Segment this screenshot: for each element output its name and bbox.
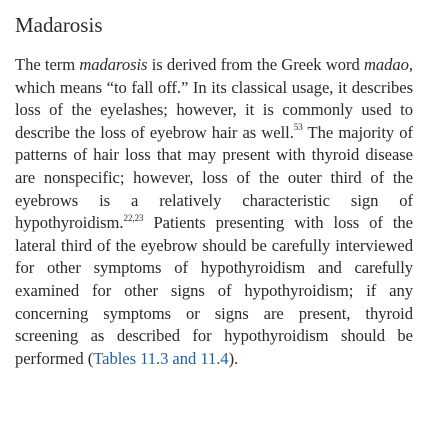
section-heading: Madarosis	[15, 13, 103, 37]
italic-term: madarosis	[79, 55, 148, 74]
citation-ref-53: 53	[293, 122, 303, 133]
tables-link[interactable]: Tables 11.3 and 11.4	[93, 348, 229, 368]
text-run: The term	[15, 55, 80, 74]
citation-ref-22-23: 22,23	[123, 212, 144, 223]
text-run: The majority of patterns of hair loss that may present with thyroid disease are nonspecific; however, loss of the outer third of the eyebrows is a relatively characteristic sign of hypothyroidism.	[15, 122, 413, 233]
italic-greek-word: madao,	[363, 55, 413, 74]
text-run: is derived from the Greek word	[147, 55, 364, 74]
text-run: ).	[228, 348, 239, 368]
body-paragraph	[15, 54, 413, 370]
text-run: Patients presenting with loss of the lateral third of the eyebrow should be carefully interviewed for other symptoms of hypothyroidism and carefully examined for other signs of hypothyroidism; if any concerning symptoms or signs are present, thyroid screening as described for hypothyroidism should be performed (	[15, 213, 413, 368]
text-run: which means “to fall off.” In its classical usage, it describes loss of the eyelashes; however, it is commonly used to describe the loss of eyebrow hair as well.	[15, 77, 413, 142]
document-page	[15, 12, 413, 370]
